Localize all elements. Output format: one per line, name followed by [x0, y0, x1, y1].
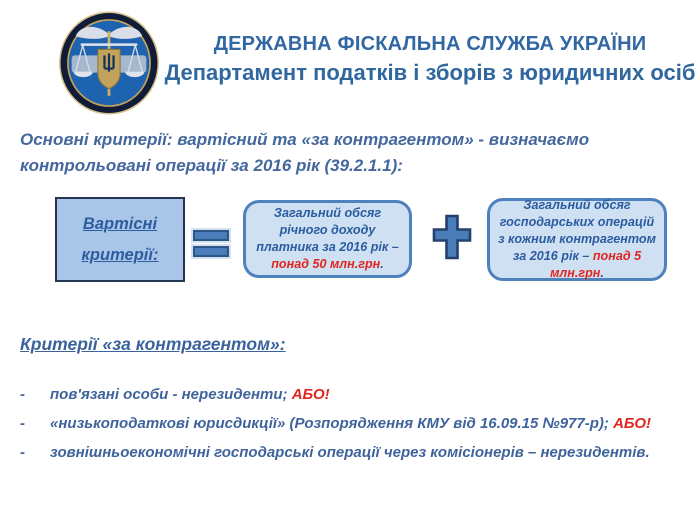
- bullet-text: «низькоподаткові юрисдикції» (Розпорядження КМУ від 16.09.15 №977-р); АБО!: [50, 414, 651, 432]
- bullet-dash: -: [20, 414, 25, 432]
- counterparty-threshold-text: [498, 197, 656, 282]
- criteria-heading: Критерії «за контрагентом»:: [20, 334, 286, 354]
- income-threshold-box: [243, 200, 412, 278]
- equals-bar-top: [193, 230, 229, 241]
- plus-icon: [431, 213, 473, 266]
- equals-bar-bottom: [193, 246, 229, 257]
- income-threshold-amount: понад 50 млн.грн: [271, 257, 381, 271]
- counterparty-threshold-period: .: [600, 266, 604, 280]
- income-threshold-text: [254, 205, 401, 273]
- criteria-diagram: [0, 197, 700, 289]
- income-threshold-period: .: [380, 257, 384, 271]
- bullet-dash: -: [20, 443, 25, 461]
- counterparty-threshold-box: [487, 198, 667, 281]
- bullet-item: [20, 413, 685, 435]
- counterparty-threshold-amount: понад 5 млн.грн: [550, 249, 642, 280]
- bullet-item: [20, 384, 685, 406]
- bullet-text: зовнішньоекономічні господарські операції через комісіонерів – нерезидентів.: [50, 443, 650, 461]
- value-criteria-label: Вартісні критерії:: [81, 214, 159, 264]
- criteria-bullet-list: [20, 384, 685, 470]
- intro-paragraph: Основні критерії: вартісний та «за контрагентом» - визначаємо контрольовані операції за 2016 рік (39.2.1.1):: [20, 130, 590, 175]
- org-title: ДЕРЖАВНА ФІСКАЛЬНА СЛУЖБА УКРАЇНИ: [213, 33, 647, 55]
- bullet-item: [20, 442, 685, 464]
- equals-icon: [193, 230, 229, 257]
- counterparty-threshold-lead: Загальний обсяг господарських операцій з кожним контрагентом за 2016 рік –: [498, 198, 656, 263]
- header-titles: [160, 31, 700, 88]
- bullet-dash: -: [20, 386, 25, 403]
- income-threshold-lead: Загальний обсяг річного доходу платника за 2016 рік –: [256, 206, 399, 254]
- department-subtitle: Департамент податків і зборів з юридичних осіб: [164, 60, 696, 85]
- value-criteria-box: [55, 197, 185, 282]
- emblem-icon: [58, 11, 160, 115]
- fiscal-service-logo: [58, 11, 160, 115]
- bullet-text: пов'язані особи - нерезиденти; АБО!: [50, 386, 330, 403]
